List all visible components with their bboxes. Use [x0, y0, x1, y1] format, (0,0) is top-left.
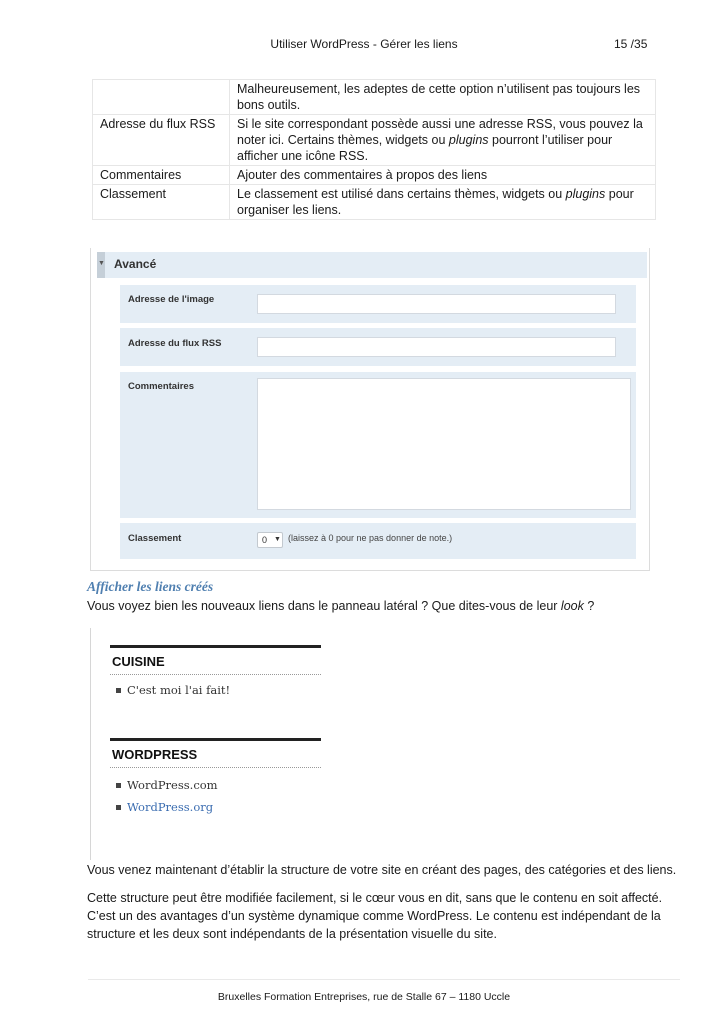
caret-down-icon[interactable]: ▼ [98, 260, 105, 267]
desc-emphasis: plugins [565, 187, 606, 201]
intro-emphasis: look [560, 599, 584, 613]
widget-divider [110, 674, 321, 675]
image-address-label: Adresse de l'image [128, 294, 215, 305]
table-desc [230, 115, 656, 166]
widget-link-item[interactable]: WordPress.org [127, 800, 214, 814]
page-header-title: Utiliser WordPress - Gérer les liens [270, 37, 458, 51]
image-address-input[interactable] [257, 294, 616, 314]
section-title: Afficher les liens créés [87, 579, 214, 594]
comments-textarea[interactable] [257, 378, 631, 510]
chevron-down-icon: ▼ [274, 536, 281, 543]
intro-text: ? [583, 599, 595, 613]
rank-select[interactable] [257, 532, 283, 548]
table-row [93, 115, 656, 166]
widget-link-item[interactable]: C'est moi l'ai fait! [127, 683, 231, 697]
widget-screenshot-border [90, 628, 91, 860]
bullet-icon [116, 805, 121, 810]
definition-table [92, 79, 656, 220]
widget-title-bar [110, 738, 321, 741]
advanced-panel-title: Avancé [114, 257, 157, 271]
rank-select-value: 0 [262, 535, 268, 545]
advanced-panel-header[interactable] [97, 252, 647, 278]
rank-label: Classement [128, 533, 182, 544]
rss-address-label: Adresse du flux RSS [128, 338, 222, 349]
table-row [93, 185, 656, 220]
paragraph-structure: Vous venez maintenant d’établir la structure de votre site en créant des pages, des catégories et des liens. [87, 863, 677, 877]
page-footer: Bruxelles Formation Entreprises, rue de Stalle 67 – 1180 Uccle [217, 991, 511, 1003]
bullet-icon [116, 783, 121, 788]
table-row [93, 166, 656, 185]
table-desc: Ajouter des commentaires à propos des liens [230, 166, 656, 185]
section-intro [87, 597, 677, 615]
table-desc: Malheureusement, les adeptes de cette option n’utilisent pas toujours les bons outils. [230, 80, 656, 115]
widget-link-item[interactable]: WordPress.com [127, 778, 218, 792]
bullet-icon [116, 688, 121, 693]
table-term: Adresse du flux RSS [93, 115, 230, 166]
page-number: 15 /35 [614, 37, 648, 51]
rank-hint: (laissez à 0 pour ne pas donner de note.) [288, 533, 453, 543]
table-desc [230, 185, 656, 220]
table-term: Commentaires [93, 166, 230, 185]
desc-text: pour organiser les liens. [237, 187, 634, 217]
comments-label: Commentaires [128, 381, 194, 392]
widget-title-cuisine: CUISINE [112, 654, 165, 669]
widget-title-wordpress: WORDPRESS [112, 747, 198, 762]
widget-title-bar [110, 645, 321, 648]
table-row [93, 80, 656, 115]
desc-text: Le classement est utilisé dans certains thèmes, widgets ou [237, 187, 566, 201]
intro-text: Vous voyez bien les nouveaux liens dans le panneau latéral ? Que dites-vous de leur [87, 599, 561, 613]
table-term: Classement [93, 185, 230, 220]
desc-text: Si le site correspondant possède aussi une adresse RSS, vous pouvez la noter ici. Certains thèmes, widgets ou [237, 117, 643, 147]
rss-address-input[interactable] [257, 337, 616, 357]
widget-divider [110, 767, 321, 768]
desc-text: pourront l’utiliser pour afficher une icône RSS. [237, 133, 613, 163]
footer-divider [88, 979, 680, 980]
desc-emphasis: plugins [448, 133, 489, 147]
table-term [93, 80, 230, 115]
paragraph-dynamic-system: Cette structure peut être modifiée facilement, si le cœur vous en dit, sans que le contenu en soit affecté. C’est un des avantages d’un système dynamique comme WordPress. Le contenu est indépendant de la structure et les deux sont indépendants de la présentation visuelle du site. [87, 891, 663, 941]
